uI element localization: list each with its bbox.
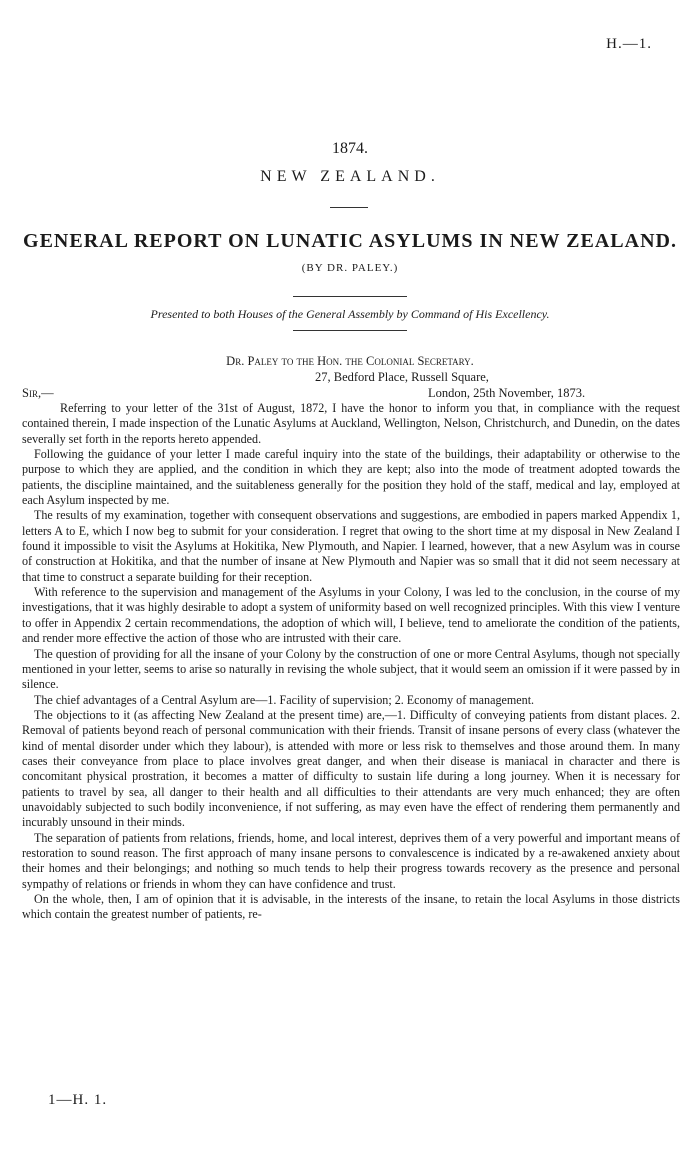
- paragraph: Following the guidance of your letter I made careful inquiry into the state of the buildings, their adaptability or otherwise to the purpose to which they are applied, and the condition in which they are kept; also into the mode of treatment adopted towards the patients, the discipline maintained, and the suitableness generally for the position they hold of the staff, medical and lay, employed at each Asylum inspected by me.: [22, 447, 680, 508]
- divider-rule: [293, 296, 407, 297]
- report-byline: (BY DR. PALEY.): [301, 262, 399, 274]
- paragraph: Referring to your letter of the 31st of August, 1872, I have the honor to inform you that, in compliance with the request contained therein, I made inspection of the Lunatic Asylums at Auckland, Wellington, Nelson, Christchurch, and Dunedin, on the dates severally set forth in the reports hereto appended.: [22, 401, 680, 446]
- page-footer-ref: 1—H. 1.: [48, 1092, 108, 1108]
- paragraph: The results of my examination, together with consequent observations and suggestions, are embodied in papers marked Appendix 1, letters A to E, which I now beg to submit for your consideration. I regret that owing to the short time at my disposal in New Zealand I found it impossible to visit the Asylums at Hokitika, New Plymouth, and Napier. I learned, however, that a new Asylum was in course of construction at Hokitika, and that the number of insane at New Plymouth and Napier was so small that it did not seem necessary at that time to construct a separate building for their reception.: [22, 508, 680, 584]
- report-title: GENERAL REPORT ON LUNATIC ASYLUMS IN NEW ZEALAND.: [23, 230, 677, 252]
- paragraph: The question of providing for all the insane of your Colony by the construction of one or more Central Asylums, though not specially mentioned in your letter, seems to arise so naturally in revising the whole subject, that it would seem an omission if it were passed by in silence.: [22, 646, 680, 692]
- presented-notice: Presented to both Houses of the General Assembly by Command of His Excellency.: [150, 307, 550, 321]
- year-heading: 1874.: [332, 140, 368, 157]
- letter-from-to: Dr. Paley to the Hon. the Colonial Secretary.: [226, 354, 474, 368]
- country-heading: NEW ZEALAND.: [260, 168, 440, 185]
- letter-salutation: Sir,—: [22, 386, 54, 400]
- letter-date: London, 25th November, 1873.: [428, 386, 586, 400]
- paragraph: The chief advantages of a Central Asylum are—1. Facility of supervision; 2. Economy of management.: [34, 692, 535, 707]
- paragraph: With reference to the supervision and management of the Asylums in your Colony, I was led to the conclusion, in the course of my investigations, that it was highly desirable to adopt a system of uniformity based on well recognized principles. With this view I venture to offer in Appendix 2 certain recommendations, the adoption of which will, I believe, tend to ameliorate the condition of the patients, and render more effective the action of those who are intrusted with their care.: [22, 585, 680, 646]
- divider-rule: [330, 207, 368, 208]
- paragraph: On the whole, then, I am of opinion that it is advisable, in the interests of the insane, to retain the local Asylums in those districts which contain the greatest number of patients, re-: [22, 892, 680, 922]
- letter-address: 27, Bedford Place, Russell Square,: [315, 370, 489, 384]
- document-reference: H.—1.: [606, 36, 652, 52]
- divider-rule: [293, 330, 407, 331]
- letter-body: [22, 401, 680, 923]
- paragraph: The objections to it (as affecting New Zealand at the present time) are,—1. Difficulty of conveying patients from distant places. 2. Removal of patients beyond reach of personal communication with their friends. Transit of insane persons of every class (whatever the kind of mental disorder under which they labour), is attended with more or less risk to themselves and those around them. In many cases their conveyance from place to place involves great danger, and when their disease is maniacal in character and there is concomitant physical prostration, it becomes a matter of difficulty to sustain life during a long journey. When it is necessary for patients to travel by sea, all danger to their health and all difficulties to their attendants are very much enhanced; they are often unavoidably subjected to such bodily inconvenience, if not suffering, as may even have the effect of rendering them permanently and incurably unsound in their minds.: [22, 707, 680, 830]
- paragraph: The separation of patients from relations, friends, home, and local interest, deprives them of a very powerful and important means of restoration to sound reason. The first approach of many insane persons to convalescence is indicated by a re-awakened anxiety about their homes and their belongings; and nothing so much tends to help their progress towards recovery as the presence and personal sympathy of relations or friends in whom they can have confidence and trust.: [22, 830, 680, 891]
